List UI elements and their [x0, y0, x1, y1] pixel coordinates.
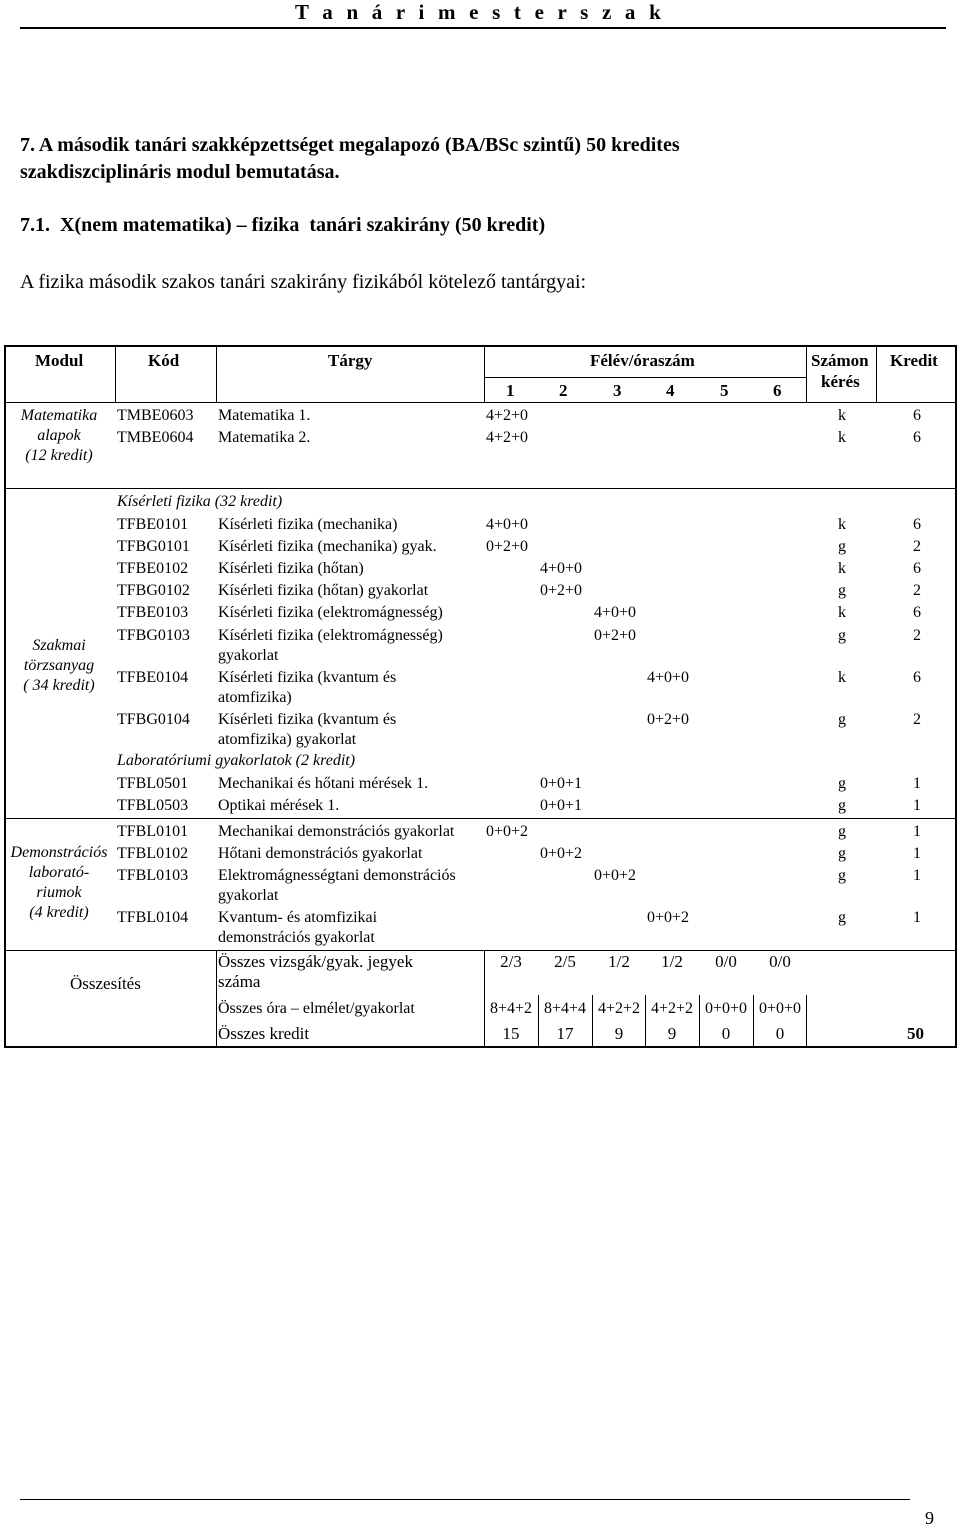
- module2-bottom-rule: [4, 818, 957, 819]
- row-hours: 0+0+2: [540, 845, 583, 862]
- summary-vline-1: [216, 950, 217, 1046]
- section-heading-line2: szakdiszciplináris modul bemutatása.: [20, 161, 340, 183]
- module-label-osszesites: Összesítés: [70, 974, 141, 993]
- summary-credits-cell: 9: [667, 1024, 677, 1043]
- row-code: TFBG0103: [117, 627, 190, 644]
- col-header-szamon: Számon: [811, 351, 869, 370]
- group-label-kiserleti: Kísérleti fizika (32 kredit): [117, 493, 283, 510]
- row-exam: k: [838, 604, 846, 621]
- row-hours: 4+0+0: [540, 560, 583, 577]
- row-credit: 6: [913, 560, 921, 577]
- row-code: TFBL0503: [117, 797, 189, 814]
- row-code: TFBG0101: [117, 538, 190, 555]
- row-exam: g: [838, 711, 846, 728]
- row-name-line: Matematika 2.: [218, 429, 311, 446]
- summary-hours-cell: 8+4+4: [543, 1000, 587, 1017]
- row-exam: g: [838, 582, 846, 599]
- row-credit: 6: [913, 429, 921, 446]
- row-credit: 6: [913, 604, 921, 621]
- row-hours: 0+0+1: [540, 797, 583, 814]
- col-header-targy: Tárgy: [328, 351, 373, 370]
- summary-credits-label: Összes kredit: [218, 1024, 310, 1043]
- summary-exams-label: Összes vizsgák/gyak. jegyek száma: [218, 952, 413, 991]
- row-name-line: atomfizika) gyakorlat: [218, 731, 357, 748]
- row-name-line: Matematika 1.: [218, 407, 311, 424]
- module-label-szakmai: Szakmai törzsanyag ( 34 kredit): [23, 637, 95, 694]
- row-hours: 4+0+0: [594, 604, 637, 621]
- row-name-line: demonstrációs gyakorlat: [218, 929, 375, 946]
- summary-credits-cell: 0: [775, 1024, 785, 1043]
- summary-hours-cell: 8+4+2: [489, 1000, 533, 1017]
- row-code: TFBG0104: [117, 711, 190, 728]
- row-name: [218, 822, 454, 842]
- row-name: [218, 559, 364, 579]
- row-exam: g: [838, 845, 846, 862]
- row-name-line: Kísérleti fizika (kvantum és: [218, 669, 397, 686]
- header-vline-3: [484, 345, 485, 402]
- row-name: [218, 866, 456, 906]
- row-name-line: Kísérleti fizika (hőtan): [218, 560, 364, 577]
- row-credit: 1: [913, 845, 921, 862]
- row-name: [218, 710, 396, 750]
- page-number: 9: [925, 1508, 934, 1528]
- row-name-line: Kísérleti fizika (kvantum és: [218, 711, 397, 728]
- row-hours: 0+0+2: [486, 823, 529, 840]
- row-exam: k: [838, 516, 846, 533]
- sem-header-3: 3: [613, 381, 622, 400]
- row-code: TMBE0604: [117, 429, 194, 446]
- row-code: TFBE0101: [117, 516, 189, 533]
- row-hours: 4+0+0: [486, 516, 529, 533]
- row-code: TFBG0102: [117, 582, 190, 599]
- row-exam: k: [838, 669, 846, 686]
- summary-exams-cell: 1/2: [608, 952, 630, 971]
- row-name: [218, 908, 377, 948]
- row-name-line: Kísérleti fizika (elektromágnesség): [218, 604, 443, 621]
- row-name: [218, 603, 443, 623]
- col-header-kredit: Kredit: [890, 351, 938, 370]
- sem-header-4: 4: [666, 381, 675, 400]
- row-credit: 2: [913, 538, 921, 555]
- row-credit: 6: [913, 407, 921, 424]
- row-credit: 2: [913, 711, 921, 728]
- row-code: TFBL0101: [117, 823, 189, 840]
- curriculum-table: [4, 345, 957, 1048]
- row-name-line: gyakorlat: [218, 887, 279, 904]
- row-name: [218, 774, 428, 794]
- section-heading: [20, 132, 920, 186]
- row-hours: 4+2+0: [486, 407, 529, 424]
- row-credit: 6: [913, 669, 921, 686]
- row-name-line: Kvantum- és atomfizikai: [218, 909, 378, 926]
- row-credit: 1: [913, 909, 921, 926]
- row-credit: 1: [913, 775, 921, 792]
- row-name-line: Kísérleti fizika (mechanika): [218, 516, 398, 533]
- row-credit: 2: [913, 582, 921, 599]
- row-name-line: Kísérleti fizika (hőtan) gyakorlat: [218, 582, 429, 599]
- module-label-demo: Demonstrációs laborató- riumok (4 kredit): [10, 844, 108, 921]
- row-name: [218, 844, 422, 864]
- summary-hours-cell: 4+2+2: [650, 1000, 694, 1017]
- header-rule: [20, 27, 946, 29]
- summary-exams-cell: 2/5: [554, 952, 576, 971]
- row-name-line: Mechanikai és hőtani mérések 1.: [218, 775, 429, 792]
- row-code: TFBL0102: [117, 845, 189, 862]
- row-code: TFBE0102: [117, 560, 189, 577]
- row-credit: 6: [913, 516, 921, 533]
- summary-hours-cell: 0+0+0: [758, 1000, 802, 1017]
- row-exam: g: [838, 797, 846, 814]
- row-code: TFBE0104: [117, 669, 189, 686]
- row-code: TFBL0103: [117, 867, 189, 884]
- row-hours: 0+2+0: [486, 538, 529, 555]
- row-name: [218, 626, 443, 666]
- footer-rule: [20, 1499, 910, 1500]
- section-heading-line1: 7. A második tanári szakképzettséget megalapozó (BA/BSc szintű) 50 kredites: [20, 134, 680, 156]
- row-name: [218, 537, 437, 557]
- group-label-labor: Laboratóriumi gyakorlatok (2 kredit): [117, 752, 356, 769]
- header-vline-4: [806, 345, 807, 402]
- row-code: TMBE0603: [117, 407, 194, 424]
- summary-credits-cell: 9: [614, 1024, 624, 1043]
- row-name: [218, 796, 339, 816]
- header-bottom-rule: [4, 402, 957, 403]
- summary-credits-cell: 0: [721, 1024, 731, 1043]
- row-hours: 0+0+1: [540, 775, 583, 792]
- row-credit: 1: [913, 797, 921, 814]
- row-code: TFBL0501: [117, 775, 189, 792]
- row-name-line: Kísérleti fizika (mechanika) gyak.: [218, 538, 437, 555]
- row-exam: g: [838, 538, 846, 555]
- row-exam: g: [838, 823, 846, 840]
- row-code: TFBL0104: [117, 909, 189, 926]
- summary-exams-cell: 1/2: [661, 952, 683, 971]
- summary-hours-cell: 4+2+2: [597, 1000, 641, 1017]
- row-hours: 0+2+0: [594, 627, 637, 644]
- row-exam: g: [838, 775, 846, 792]
- row-hours: 4+2+0: [486, 429, 529, 446]
- row-name-line: atomfizika): [218, 689, 292, 706]
- col-header-modul: Modul: [35, 351, 84, 370]
- row-hours: 4+0+0: [647, 669, 690, 686]
- row-hours: 0+0+2: [647, 909, 690, 926]
- row-code: TFBE0103: [117, 604, 189, 621]
- row-hours: 0+2+0: [647, 711, 690, 728]
- page-header-title: T a n á r i m e s t e r s z a k: [295, 0, 665, 24]
- row-credit: 1: [913, 823, 921, 840]
- row-exam: g: [838, 627, 846, 644]
- summary-exams-cell: 0/0: [715, 952, 737, 971]
- summary-credits-cell: 17: [556, 1024, 574, 1043]
- summary-credits-cell: 15: [502, 1024, 520, 1043]
- header-vline-2: [216, 345, 217, 402]
- summary-credits-total: 50: [907, 1024, 924, 1043]
- row-exam: k: [838, 429, 846, 446]
- row-exam: k: [838, 407, 846, 424]
- summary-hours-label: Összes óra – elmélet/gyakorlat: [218, 1000, 415, 1017]
- row-exam: g: [838, 867, 846, 884]
- sub-heading: 7.1. X(nem matematika) – fizika tanári szakirány (50 kredit): [20, 214, 546, 236]
- row-name: [218, 581, 428, 601]
- summary-exams-cell: 0/0: [769, 952, 791, 971]
- row-hours: 0+0+2: [594, 867, 637, 884]
- header-vline-5: [876, 345, 877, 402]
- module1-bottom-rule: [4, 488, 957, 489]
- row-name-line: Hőtani demonstrációs gyakorlat: [218, 845, 423, 862]
- module3-bottom-rule: [4, 950, 957, 951]
- header-rule-felev: [484, 377, 806, 378]
- col-header-kod: Kód: [148, 351, 180, 370]
- row-name-line: Mechanikai demonstrációs gyakorlat: [218, 823, 455, 840]
- row-exam: g: [838, 909, 846, 926]
- row-name-line: gyakorlat: [218, 647, 279, 664]
- summary-hours-cell: 0+0+0: [704, 1000, 748, 1017]
- row-credit: 2: [913, 627, 921, 644]
- row-hours: 0+2+0: [540, 582, 583, 599]
- col-header-felev: Félév/óraszám: [590, 351, 695, 370]
- row-name-line: Optikai mérések 1.: [218, 797, 340, 814]
- sem-header-1: 1: [506, 381, 515, 400]
- summary-exams-cell: 2/3: [500, 952, 522, 971]
- row-name: [218, 428, 310, 448]
- row-name: [218, 668, 396, 708]
- sem-header-6: 6: [773, 381, 782, 400]
- module-label-matek: Matematika alapok (12 kredit): [20, 407, 98, 464]
- row-name-line: Kísérleti fizika (elektromágnesség): [218, 627, 443, 644]
- col-header-keres: kérés: [821, 372, 860, 391]
- sem-header-5: 5: [720, 381, 729, 400]
- sem-header-2: 2: [559, 381, 568, 400]
- intro-paragraph: A fizika második szakos tanári szakirány fizikából kötelező tantárgyai:: [20, 271, 587, 293]
- row-credit: 1: [913, 867, 921, 884]
- header-vline-1: [115, 345, 116, 402]
- row-name-line: Elektromágnességtani demonstrációs: [218, 867, 456, 884]
- row-name: [218, 515, 397, 535]
- row-exam: k: [838, 560, 846, 577]
- row-name: [218, 406, 310, 426]
